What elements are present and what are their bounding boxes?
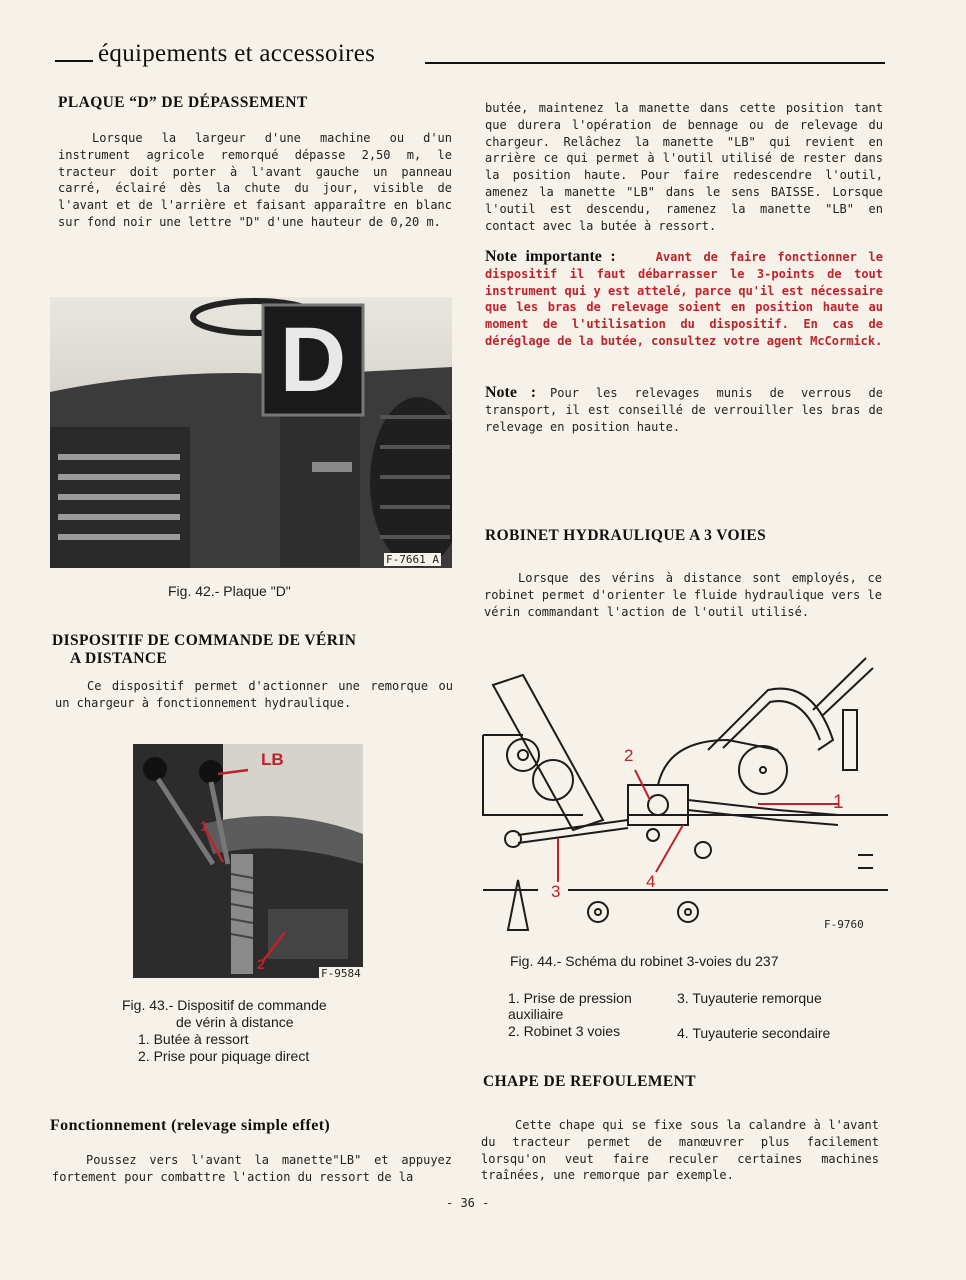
figure-43-legend-item: 2. Prise pour piquage direct bbox=[138, 1048, 310, 1064]
figure-43-ref: F-9584 bbox=[321, 967, 361, 978]
figure-44-caption: Fig. 44.- Schéma du robinet 3-voies du 237 bbox=[510, 953, 779, 969]
note-label: Note : bbox=[485, 384, 537, 401]
figure-43-caption-line1: Fig. 43.- Dispositif de commande bbox=[122, 997, 327, 1013]
page-number: - 36 - bbox=[446, 1196, 490, 1210]
note-importante-label: Note importante : bbox=[485, 248, 616, 265]
section-title-dispositif-line1: DISPOSITIF DE COMMANDE DE VÉRIN bbox=[52, 632, 357, 649]
section-title-chape: CHAPE DE REFOULEMENT bbox=[483, 1073, 696, 1090]
section-title-robinet: ROBINET HYDRAULIQUE A 3 VOIES bbox=[485, 527, 767, 544]
figure-44-label-4: 4 bbox=[646, 872, 656, 891]
figure-43-label-lb: LB bbox=[261, 750, 284, 769]
page-header-title: équipements et accessoires bbox=[98, 40, 376, 67]
plaque-d-letter: D bbox=[279, 308, 347, 411]
figure-44-legend-item: 2. Robinet 3 voies bbox=[508, 1023, 621, 1039]
header-rule-right bbox=[425, 62, 885, 64]
lever-mechanism-illustration bbox=[133, 744, 363, 978]
figure-44-label-2: 2 bbox=[624, 746, 634, 765]
figure-44-label-3: 3 bbox=[551, 882, 561, 901]
figure-42-ref: F-7661 A bbox=[386, 553, 439, 566]
note-text: Pour les relevages munis de verrous de transport, il est conseillé de verrouiller les bras de relevage en position haute. bbox=[485, 386, 883, 434]
section-body-dispositif: Ce dispositif permet d'actionner une remorque ou un chargeur à fonctionnement hydraulique. bbox=[55, 679, 453, 710]
figure-42-caption: Fig. 42.- Plaque "D" bbox=[168, 583, 291, 599]
figure-43-photo bbox=[133, 744, 363, 978]
header-rule-left bbox=[55, 60, 93, 62]
figure-44-legend-item: 1. Prise de pression auxiliaire bbox=[508, 990, 632, 1022]
figure-44-legend-item: 4. Tuyauterie secondaire bbox=[677, 1025, 831, 1041]
robinet-schematic-drawing bbox=[478, 640, 888, 940]
figure-43-legend-item: 1. Butée à ressort bbox=[138, 1031, 249, 1047]
section-title-plaque-d: PLAQUE “D” DE DÉPASSEMENT bbox=[58, 94, 308, 111]
figure-43-caption-line2: de vérin à distance bbox=[176, 1014, 294, 1030]
section-body-chape: Cette chape qui se fixe sous la calandre à l'avant du tracteur permet de manœuvrer plus facilement lorsqu'on veut faire reculer certaines machines traînées, une remorque par exemple. bbox=[481, 1118, 879, 1183]
section-body-plaque-d: Lorsque la largeur d'une machine ou d'un instrument agricole remorqué dépasse 2,50 m, le tracteur doit porter à l'avant gauche un panneau carré, éclairé dès la chute du jour, visible de l'avant et de l'arrière et faisant apparaître en blanc sur fond noir une lettre "D" d'une hauteur de 0,20 m. bbox=[58, 131, 452, 229]
tractor-front-illustration bbox=[50, 297, 452, 568]
figure-43-label-2: 2 bbox=[257, 956, 265, 972]
section-body-fonctionnement: Poussez vers l'avant la manette"LB" et appuyez fortement pour combattre l'action du ressort de la bbox=[52, 1153, 452, 1184]
section-body-robinet: Lorsque des vérins à distance sont employés, ce robinet permet d'orienter le fluide hydraulique vers le vérin commandant l'action de l'outil utilisé. bbox=[484, 571, 882, 619]
section-title-dispositif-line2: A DISTANCE bbox=[70, 650, 168, 667]
section-title-fonctionnement: Fonctionnement (relevage simple effet) bbox=[50, 1117, 331, 1134]
figure-42-photo bbox=[50, 297, 452, 568]
note-block bbox=[485, 385, 883, 435]
figure-44-ref: F-9760 bbox=[824, 918, 864, 931]
paragraph-butee-continuation: butée, maintenez la manette dans cette position tant que durera l'opération de bennage ou de relevage du chargeur. Relâchez la manette "LB" qui revient en arrière ce qui permet à l'outil utilisé de rester dans la position haute. Pour faire redescendre l'outil, amenez la manette "LB" dans le sens BAISSE. Lorsque l'outil est descendu, ramenez la manette "LB" en contact avec la butée à ressort. bbox=[485, 101, 883, 233]
figure-44-label-1: 1 bbox=[833, 792, 844, 813]
note-importante-text: Avant de faire fonctionner le dispositif il faut débarrasser le 3-points de tout instrument qui y est attelé, parce qu'il est nécessaire que les bras de relevage soient en position haute au moment de l'utilisation du dispositif. En cas de déréglage de la butée, consultez votre agent McCormick. bbox=[485, 250, 883, 348]
figure-44-schematic bbox=[478, 640, 888, 940]
note-importante-block bbox=[485, 249, 883, 350]
figure-44-legend-item: 3. Tuyauterie remorque bbox=[677, 990, 822, 1006]
figure-43-label-1: 1 bbox=[200, 818, 208, 834]
